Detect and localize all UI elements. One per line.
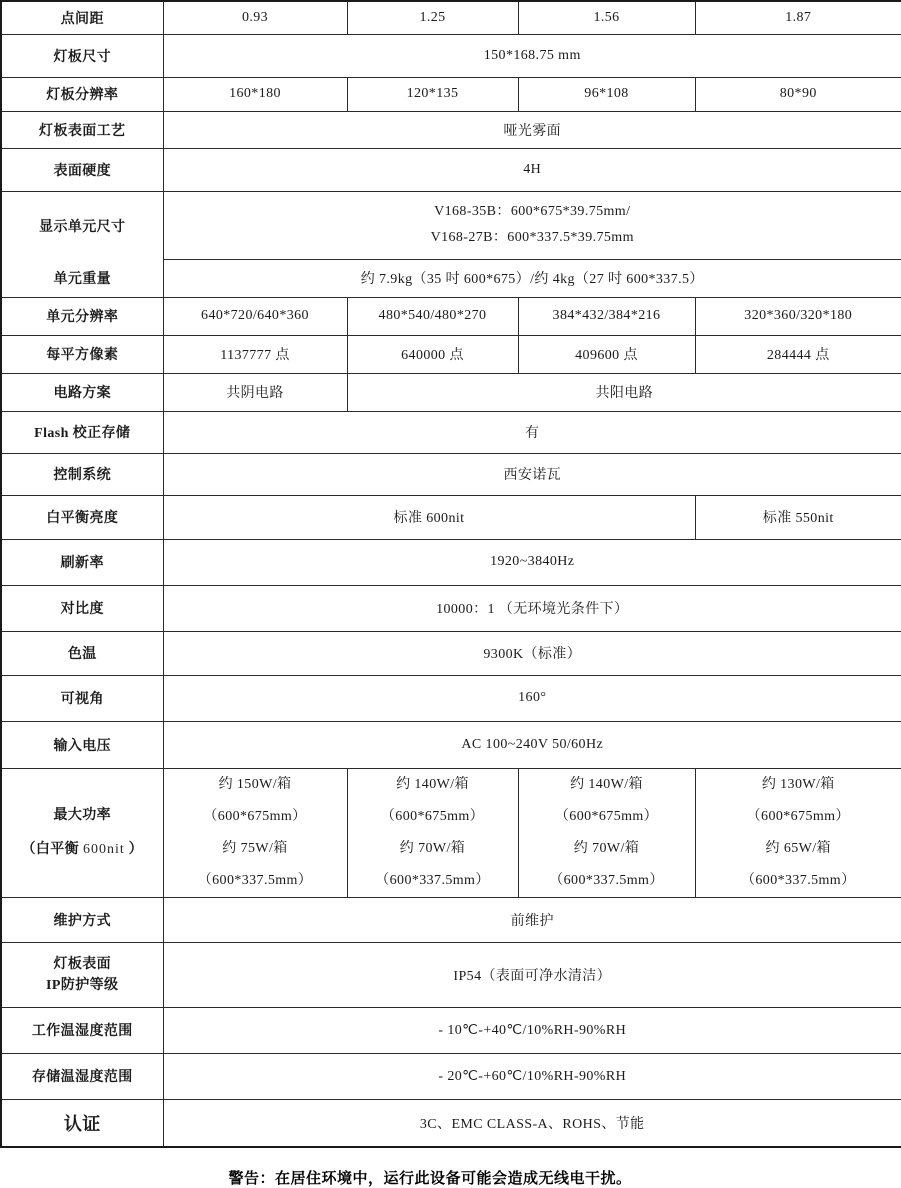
value-control-system: 西安诺瓦 (163, 453, 901, 495)
row-refresh-rate (1, 539, 901, 585)
value-unit-size-line2: V168-27B：600*337.5*39.75mm (430, 230, 634, 246)
row-contrast (1, 585, 901, 631)
value-module-surface: 哑光雾面 (163, 111, 901, 148)
value-ip-rating: IP54（表面可净水清洁） (163, 942, 901, 1007)
row-max-power (1, 768, 901, 897)
label-maintenance: 维护方式 (1, 897, 163, 942)
value-input-voltage: AC 100~240V 50/60Hz (163, 721, 901, 768)
row-viewing-angle (1, 675, 901, 721)
value-pixel-pitch-3: 1.56 (518, 1, 695, 34)
value-operating-temp-humidity: - 10℃-+40℃/10%RH-90%RH (163, 1007, 901, 1053)
row-color-temperature (1, 631, 901, 675)
label-white-balance-brightness: 白平衡亮度 (1, 495, 163, 539)
label-refresh-rate: 刷新率 (1, 539, 163, 585)
row-unit-resolution (1, 297, 901, 335)
label-ip-rating-line2: IP防护等级 (46, 977, 119, 993)
row-input-voltage (1, 721, 901, 768)
value-flash-storage: 有 (163, 411, 901, 453)
label-unit-resolution: 单元分辨率 (1, 297, 163, 335)
value-max-power-col4: 约 130W/箱 （600*675mm） 约 65W/箱 （600*337.5mm） (695, 768, 901, 897)
value-circuit-anode: 共阳电路 (347, 373, 901, 411)
value-pixel-pitch-2: 1.25 (347, 1, 518, 34)
row-pixel-pitch (1, 1, 901, 34)
row-module-size (1, 34, 901, 77)
value-max-power-col1: 约 150W/箱 （600*675mm） 约 75W/箱 （600*337.5mm） (163, 768, 347, 897)
label-surface-hardness: 表面硬度 (1, 148, 163, 191)
value-pixels-per-sqm-1: 1137777 点 (163, 335, 347, 373)
value-surface-hardness: 4H (163, 148, 901, 191)
row-module-surface (1, 111, 901, 148)
value-refresh-rate: 1920~3840Hz (163, 539, 901, 585)
row-white-balance-brightness (1, 495, 901, 539)
row-ip-rating (1, 942, 901, 1007)
label-operating-temp-humidity: 工作温湿度范围 (1, 1007, 163, 1053)
value-module-resolution-4: 80*90 (695, 77, 901, 111)
value-unit-resolution-3: 384*432/384*216 (518, 297, 695, 335)
label-storage-temp-humidity: 存储温湿度范围 (1, 1053, 163, 1099)
value-white-balance-600nit: 标准 600nit (163, 495, 695, 539)
label-max-power (1, 768, 163, 897)
value-white-balance-550nit: 标准 550nit (695, 495, 901, 539)
label-input-voltage: 输入电压 (1, 721, 163, 768)
value-module-resolution-2: 120*135 (347, 77, 518, 111)
value-module-size: 150*168.75 mm (163, 34, 901, 77)
value-pixel-pitch-4: 1.87 (695, 1, 901, 34)
value-certification: 3C、EMC CLASS-A、ROHS、节能 (163, 1099, 901, 1147)
row-flash-storage (1, 411, 901, 453)
warning-text: 警告：在居住环境中，运行此设备可能会造成无线电干扰。 (228, 1169, 632, 1187)
value-module-resolution-1: 160*180 (163, 77, 347, 111)
row-storage-temp-humidity (1, 1053, 901, 1099)
row-circuit (1, 373, 901, 411)
value-pixels-per-sqm-3: 409600 点 (518, 335, 695, 373)
value-pixels-per-sqm-4: 284444 点 (695, 335, 901, 373)
label-pixel-pitch: 点间距 (1, 1, 163, 34)
value-max-power-col2: 约 140W/箱 （600*675mm） 约 70W/箱 （600*337.5mm） (347, 768, 518, 897)
label-ip-rating-line1: 灯板表面 (53, 956, 112, 972)
row-pixels-per-sqm (1, 335, 901, 373)
label-circuit: 电路方案 (1, 373, 163, 411)
value-pixel-pitch-1: 0.93 (163, 1, 347, 34)
value-max-power-col3: 约 140W/箱 （600*675mm） 约 70W/箱 （600*337.5mm） (518, 768, 695, 897)
label-module-resolution: 灯板分辨率 (1, 77, 163, 111)
row-certification (1, 1099, 901, 1147)
label-certification: 认证 (1, 1099, 163, 1147)
label-unit-weight: 单元重量 (53, 272, 112, 287)
label-max-power-line1: 最大功率 (53, 807, 112, 823)
value-module-resolution-3: 96*108 (518, 77, 695, 111)
label-ip-rating (1, 942, 163, 1007)
value-unit-size-line1: V168-35B：600*675*39.75mm/ (434, 204, 631, 220)
value-unit-resolution-2: 480*540/480*270 (347, 297, 518, 335)
label-color-temperature: 色温 (1, 631, 163, 675)
value-color-temperature: 9300K（标准） (163, 631, 901, 675)
value-pixels-per-sqm-2: 640000 点 (347, 335, 518, 373)
label-max-power-line2: （白平衡 600nit ） (21, 841, 144, 857)
value-unit-resolution-4: 320*360/320*180 (695, 297, 901, 335)
label-unit-size-weight (1, 191, 163, 297)
label-control-system: 控制系统 (1, 453, 163, 495)
value-unit-resolution-1: 640*720/640*360 (163, 297, 347, 335)
row-maintenance (1, 897, 901, 942)
value-viewing-angle: 160° (163, 675, 901, 721)
value-unit-size (163, 191, 901, 260)
value-unit-weight: 约 7.9kg（35 吋 600*675）/约 4kg（27 吋 600*337.5） (163, 260, 901, 297)
label-contrast: 对比度 (1, 585, 163, 631)
value-storage-temp-humidity: - 20℃-+60℃/10%RH-90%RH (163, 1053, 901, 1099)
value-maintenance: 前维护 (163, 897, 901, 942)
label-unit-size: 显示单元尺寸 (39, 219, 126, 235)
row-unit-size (1, 191, 901, 260)
value-circuit-cathode: 共阴电路 (163, 373, 347, 411)
label-viewing-angle: 可视角 (1, 675, 163, 721)
row-operating-temp-humidity (1, 1007, 901, 1053)
row-control-system (1, 453, 901, 495)
label-module-surface: 灯板表面工艺 (1, 111, 163, 148)
row-module-resolution (1, 77, 901, 111)
label-module-size: 灯板尺寸 (1, 34, 163, 77)
row-surface-hardness (1, 148, 901, 191)
label-flash-storage: Flash 校正存储 (1, 411, 163, 453)
value-contrast: 10000：1 （无环境光条件下） (163, 585, 901, 631)
label-pixels-per-sqm: 每平方像素 (1, 335, 163, 373)
